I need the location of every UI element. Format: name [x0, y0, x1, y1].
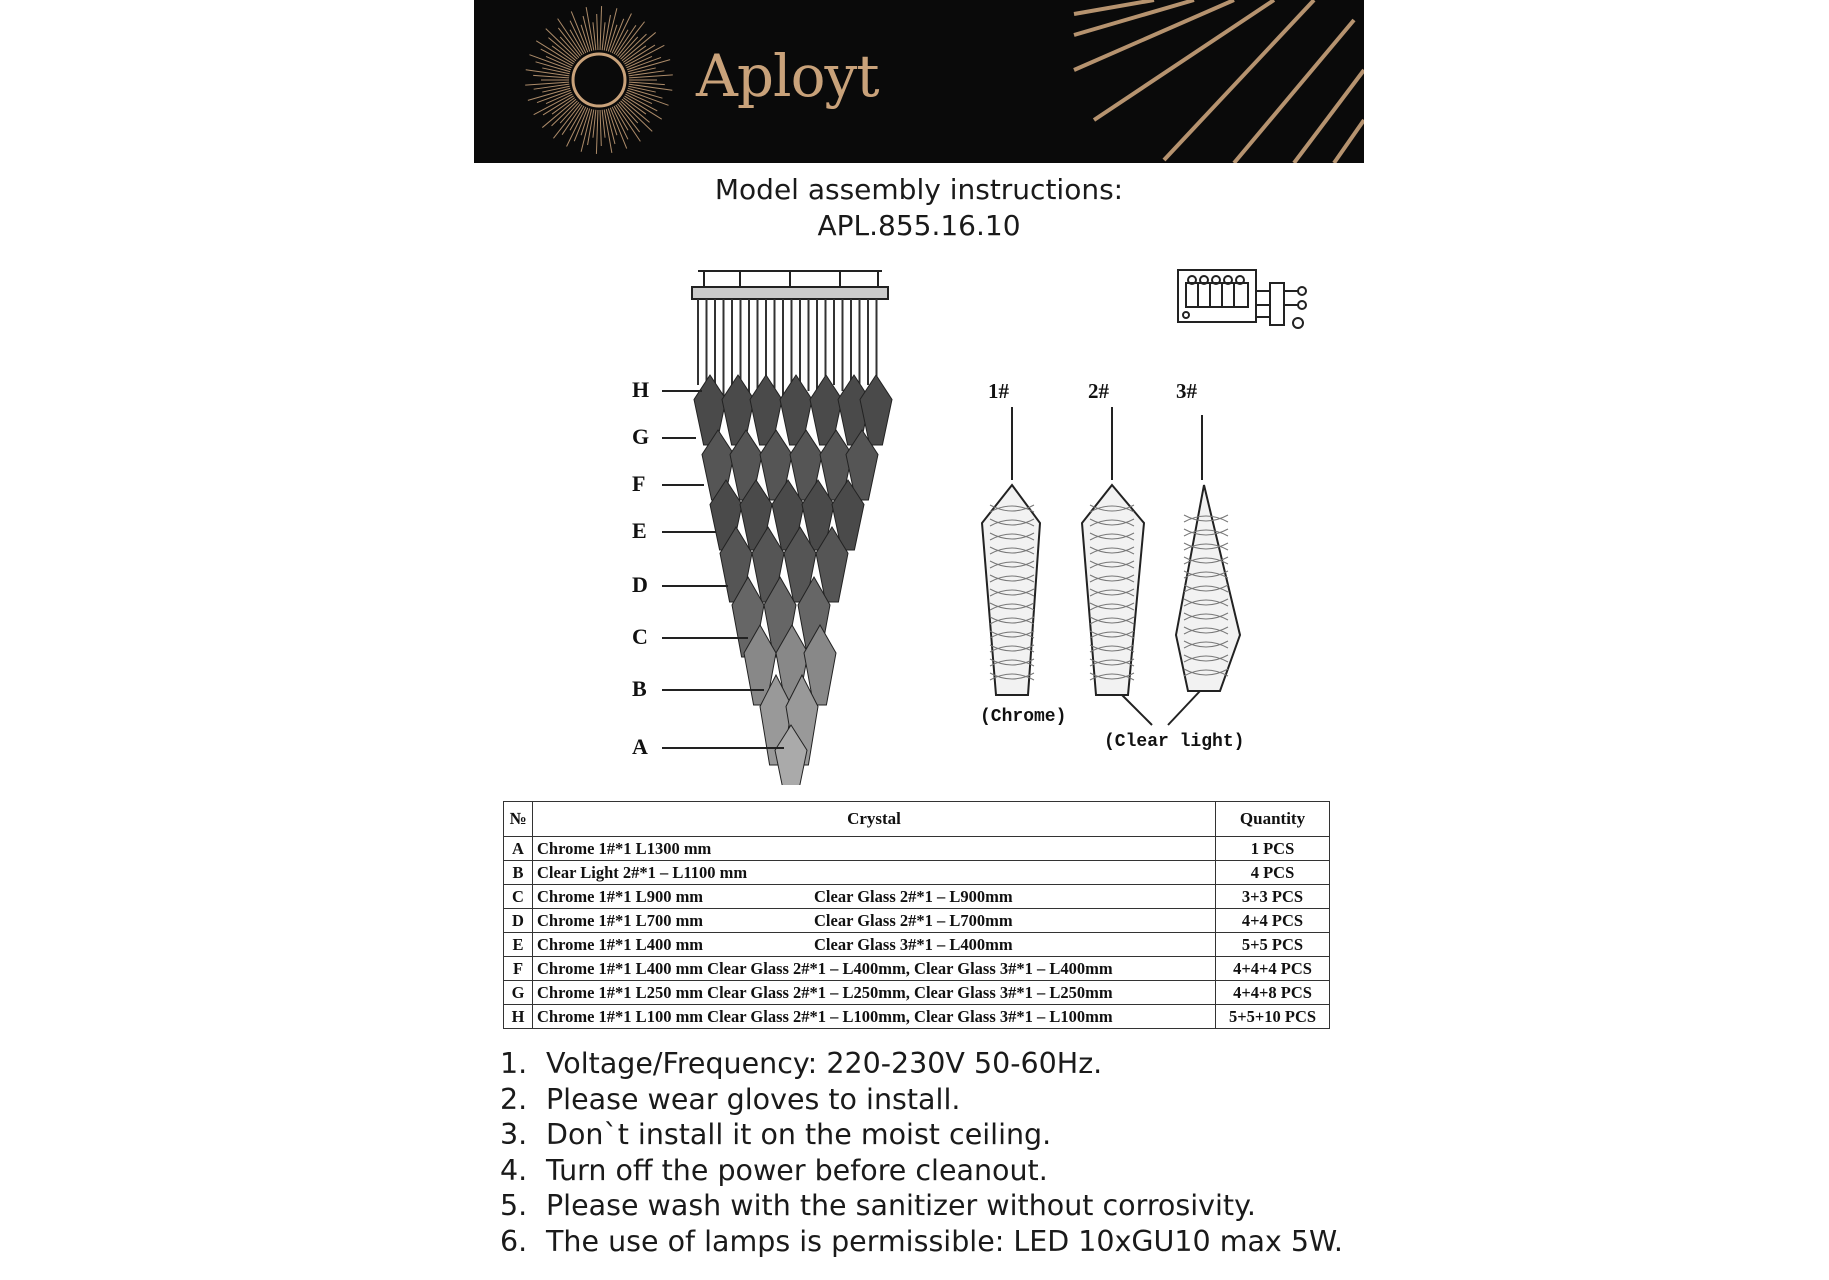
row-index: E [504, 933, 533, 957]
crystal-secondary: Clear Glass 3#*1 – L400mm [814, 934, 1013, 954]
table-row [504, 885, 1330, 909]
tier-label-f: F [632, 471, 646, 496]
list-item-text: Please wear gloves to install. [546, 1082, 961, 1116]
list-item-number: 2. [500, 1082, 528, 1116]
list-item-number: 5. [500, 1189, 528, 1222]
brand-logo-text: Aployt [696, 42, 879, 110]
table-row [504, 957, 1330, 981]
model-number: APL.855.16.10 [817, 209, 1021, 242]
crystal-table [503, 801, 1330, 1029]
crystal-type-2-label: 2# [1088, 379, 1109, 403]
crystal-primary: Clear Light 2#*1 – L1100 mm [537, 862, 748, 882]
col-header-crystal: Crystal [533, 802, 1216, 837]
page-title [474, 172, 1364, 244]
list-item [500, 1082, 1343, 1118]
tier-label-g: G [632, 424, 650, 449]
row-quantity: 4+4+8 PCS [1216, 981, 1330, 1005]
row-crystal [533, 909, 1216, 933]
crystal-cascade [694, 375, 892, 785]
tier-label-c: C [632, 624, 648, 649]
list-item [500, 1046, 1343, 1082]
crystal-primary: Chrome 1#*1 L900 mm [537, 886, 704, 906]
col-header-quantity: Quantity [1216, 802, 1330, 837]
tier-labels [632, 377, 649, 759]
crystal-type-labels [988, 379, 1198, 403]
list-item-number: 3. [500, 1118, 528, 1151]
row-index: D [504, 909, 533, 933]
row-quantity: 4+4 PCS [1216, 909, 1330, 933]
tier-label-d: D [632, 572, 648, 597]
clear-light-caption: (Clear light) [1104, 732, 1245, 752]
crystal-secondary: Clear Glass 2#*1 – L900mm [814, 886, 1013, 906]
row-quantity: 5+5 PCS [1216, 933, 1330, 957]
row-crystal [533, 957, 1216, 981]
clear-light-pointers [1122, 691, 1200, 725]
row-crystal [533, 933, 1216, 957]
list-item-number: 6. [500, 1224, 528, 1258]
row-crystal [533, 837, 1216, 861]
row-index: A [504, 837, 533, 861]
list-item [500, 1188, 1343, 1224]
table-header-row [504, 802, 1330, 837]
chrome-caption: (Chrome) [980, 707, 1067, 727]
row-quantity: 5+5+10 PCS [1216, 1005, 1330, 1029]
row-crystal [533, 981, 1216, 1005]
row-index: C [504, 885, 533, 909]
tier-label-b: B [632, 676, 647, 701]
tier-label-a: A [632, 734, 648, 759]
list-item-text: The use of lamps is permissible: LED 10xGU10 max 5W. [546, 1224, 1343, 1258]
col-header-index: № [504, 802, 533, 837]
row-quantity: 4+4+4 PCS [1216, 957, 1330, 981]
crystal-primary: Chrome 1#*1 L400 mm [537, 934, 704, 954]
row-index: F [504, 957, 533, 981]
crystal-type-3-label: 3# [1176, 379, 1197, 403]
row-index: H [504, 1005, 533, 1029]
sunburst-logo-graphic [474, 0, 1364, 163]
table-row [504, 837, 1330, 861]
instructions-list [500, 1046, 1343, 1259]
row-quantity: 4 PCS [1216, 861, 1330, 885]
row-crystal [533, 885, 1216, 909]
row-index: G [504, 981, 533, 1005]
list-item-text: Voltage/Frequency: 220-230V 50-60Hz. [546, 1047, 1103, 1080]
list-item [500, 1224, 1343, 1260]
crystal-primary: Chrome 1#*1 L100 mm Clear Glass 2#*1 – L100mm, Clear Glass 3#*1 – L100mm [537, 1006, 1113, 1026]
canopy [692, 271, 888, 299]
list-item [500, 1153, 1343, 1189]
row-quantity: 3+3 PCS [1216, 885, 1330, 909]
table-row [504, 1005, 1330, 1029]
list-item-text: Turn off the power before cleanout. [546, 1153, 1048, 1187]
row-index: B [504, 861, 533, 885]
list-item-text: Please wash with the sanitizer without corrosivity. [546, 1189, 1256, 1222]
crystal-primary: Chrome 1#*1 L250 mm Clear Glass 2#*1 – L250mm, Clear Glass 3#*1 – L250mm [537, 982, 1113, 1002]
crystal-primary: Chrome 1#*1 L400 mm Clear Glass 2#*1 – L400mm, Clear Glass 3#*1 – L400mm [537, 958, 1113, 978]
list-item-text: Don`t install it on the moist ceiling. [546, 1118, 1052, 1151]
crystal-type-drawings [982, 407, 1240, 695]
row-crystal [533, 861, 1216, 885]
table-row [504, 981, 1330, 1005]
terminal-block-icon [1178, 270, 1306, 328]
row-crystal [533, 1005, 1216, 1029]
tier-label-h: H [632, 377, 650, 402]
tier-label-e: E [632, 518, 647, 543]
crystal-secondary: Clear Glass 2#*1 – L700mm [814, 910, 1013, 930]
crystal-primary: Chrome 1#*1 L700 mm [537, 910, 704, 930]
list-item-number: 4. [500, 1153, 528, 1187]
table-row [504, 909, 1330, 933]
brand-banner [474, 0, 1364, 163]
assembly-diagram [600, 255, 1320, 785]
row-quantity: 1 PCS [1216, 837, 1330, 861]
title-line-1: Model assembly instructions: [714, 173, 1124, 206]
table-row [504, 933, 1330, 957]
crystal-type-1-label: 1# [988, 379, 1009, 403]
list-item-number: 1. [500, 1047, 528, 1080]
crystal-primary: Chrome 1#*1 L1300 mm [537, 838, 712, 858]
list-item [500, 1117, 1343, 1153]
table-row [504, 861, 1330, 885]
